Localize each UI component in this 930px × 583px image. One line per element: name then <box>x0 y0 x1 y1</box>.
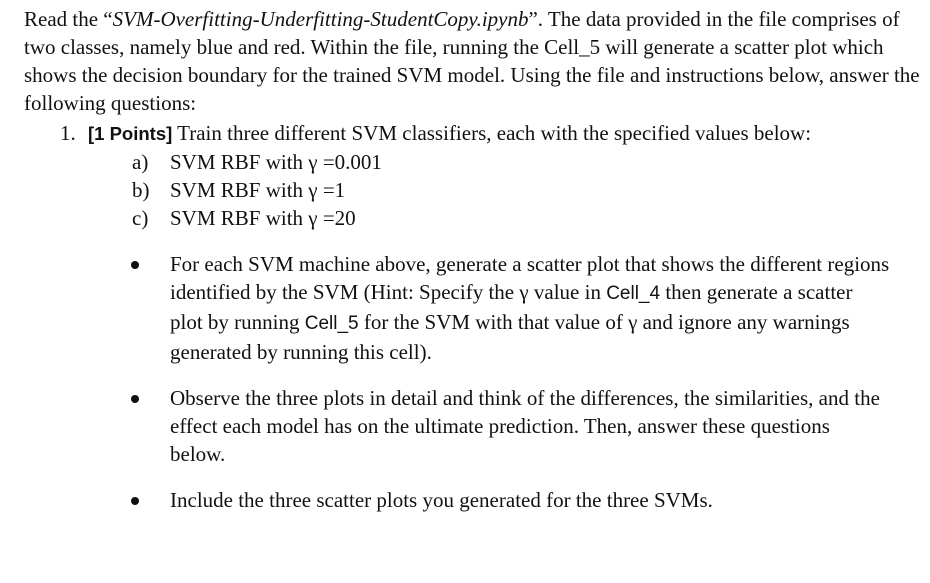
bullet-item <box>24 486 890 514</box>
bullet-dot <box>131 497 139 505</box>
intro-text-before: Read the “ <box>24 7 113 31</box>
bullet-1-part2: then generate a scatter plot by running <box>170 280 853 334</box>
bullet-dot <box>131 261 139 269</box>
list-item-letter: c) <box>132 206 149 230</box>
list-item <box>24 148 924 176</box>
intro-text-after: ”. The data provided in the file comprises of two classes, namely blue and red. Within the file, running the Cell_5 will generate a scatter plot which shows the decision boundary for the trained SVM model. Using the file and instructions below, answer the following questions: <box>24 7 920 115</box>
notebook-filename: SVM-Overfitting-Underfitting-StudentCopy.ipynb <box>112 7 529 31</box>
question-points: [1 Points] <box>88 123 173 144</box>
bullet-2-text: Observe the three plots in detail and think of the differences, the similarities, and the effect each model has on the ultimate prediction. Then, answer these questions below. <box>170 386 880 466</box>
bullet-3-text: Include the three scatter plots you generated for the three SVMs. <box>170 488 713 512</box>
list-item <box>24 176 924 204</box>
document-body <box>24 0 924 514</box>
question-text: Train three different SVM classifiers, each with the specified values below: <box>172 121 812 145</box>
svm-config-list <box>24 148 924 232</box>
question-1 <box>24 119 924 148</box>
list-item-text: SVM RBF with γ =1 <box>170 178 346 202</box>
list-item-text: SVM RBF with γ =0.001 <box>170 150 382 174</box>
list-item-letter: a) <box>132 150 149 174</box>
bullet-1-part1: For each SVM machine above, generate a scatter plot that shows the different regions identified by the SVM (Hint: Specify the γ value in <box>170 252 890 304</box>
list-item-text: SVM RBF with γ =20 <box>170 206 356 230</box>
bullet-item <box>24 384 890 468</box>
intro-paragraph <box>24 0 924 117</box>
bullet-item <box>24 250 890 366</box>
cell-5-reference: Cell_5 <box>304 313 359 334</box>
list-item-letter: b) <box>132 178 150 202</box>
instruction-bullets <box>24 250 924 514</box>
bullet-1-part3: for the SVM with that value of γ and ignore any warnings generated by running this cell). <box>170 310 850 364</box>
list-item <box>24 204 924 232</box>
cell-4-reference: Cell_4 <box>606 283 661 304</box>
question-number: 1. <box>60 121 76 145</box>
bullet-dot <box>131 395 139 403</box>
